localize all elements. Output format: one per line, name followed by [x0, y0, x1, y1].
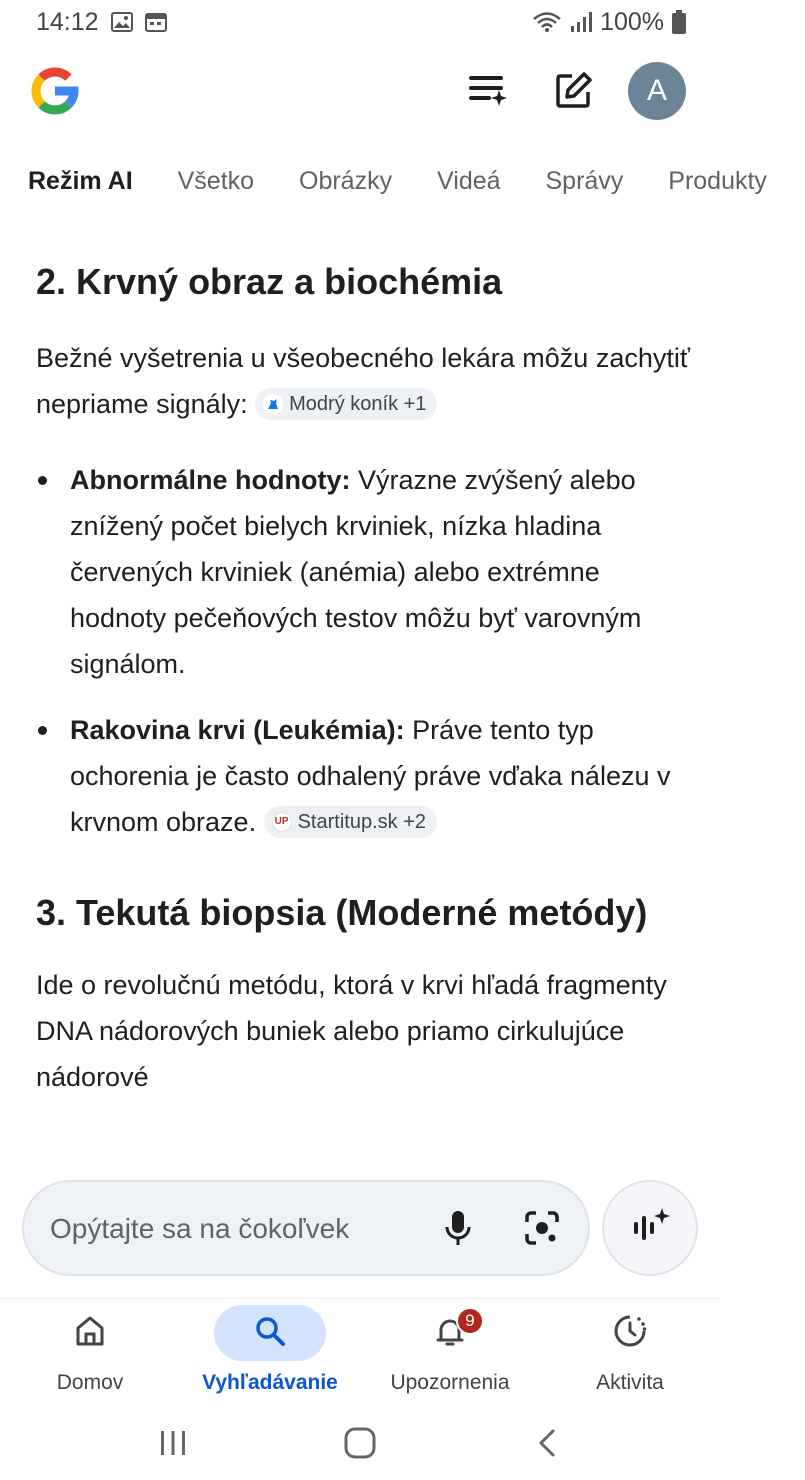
nav-label: Aktivita [596, 1371, 664, 1394]
app-header [0, 58, 720, 128]
new-chat-button[interactable] [550, 68, 598, 116]
search-icon [253, 1314, 287, 1353]
image-icon [111, 12, 133, 32]
nav-icon-container [34, 1305, 146, 1361]
voice-search-button[interactable] [434, 1206, 482, 1254]
back-button[interactable] [522, 1420, 572, 1470]
home-icon [73, 1314, 107, 1353]
recents-icon [158, 1429, 188, 1462]
battery-percent: 100% [600, 7, 664, 36]
startitup-icon: UP [272, 812, 292, 832]
back-icon [535, 1428, 559, 1463]
bullet-list [36, 457, 696, 845]
ai-voice-icon [630, 1206, 670, 1251]
notification-badge: 9 [456, 1307, 484, 1335]
nav-search[interactable] [190, 1305, 350, 1405]
google-logo[interactable] [28, 64, 82, 118]
nav-activity[interactable] [550, 1305, 710, 1405]
signal-icon [570, 11, 592, 33]
chip-label: Modrý koník +1 [289, 392, 427, 415]
nav-label: Upozornenia [390, 1371, 510, 1394]
wifi-icon [532, 11, 562, 33]
nav-icon-container [214, 1305, 326, 1361]
bullet-bold: Rakovina krvi (Leukémia): [70, 715, 405, 745]
recents-button[interactable] [148, 1420, 198, 1470]
tab-news[interactable]: Správy [545, 167, 624, 195]
bullet-text: Výrazne zvýšený alebo znížený počet bielych krviniek, nízka hladina červených krviniek (anémia) alebo extrémne hodnoty pečeňových testov môžu byť varovným signálom. [70, 465, 642, 679]
section-paragraph: Ide o revolučnú metódu, ktorá v krvi hľadá fragmenty DNA nádorových buniek alebo priamo cirkulujúce nádorové [36, 970, 667, 1092]
bottom-navigation [0, 1298, 720, 1410]
ai-voice-button[interactable] [602, 1180, 698, 1276]
avatar[interactable] [628, 62, 686, 120]
tab-images[interactable]: Obrázky [299, 167, 393, 195]
paragraph-text: Bežné vyšetrenia u všeobecného lekára môžu zachytiť nepriame signály: [36, 343, 690, 419]
status-time: 14:12 [36, 7, 99, 36]
microphone-icon [443, 1209, 473, 1252]
activity-icon [612, 1313, 648, 1354]
nav-label: Domov [56, 1371, 124, 1394]
history-button[interactable] [464, 68, 512, 116]
bullet-text: Práve tento typ ochorenia je často odhalený práve vďaka nálezu v krvnom obraze. [70, 715, 671, 837]
calendar-icon [145, 12, 167, 32]
new-chat-icon [554, 70, 594, 115]
nav-label: Vyhľadávanie [202, 1371, 338, 1394]
source-chip[interactable] [255, 388, 437, 420]
section-paragraph [36, 335, 696, 427]
search-input[interactable] [50, 1206, 430, 1252]
list-item [36, 457, 696, 687]
section-heading: 3. Tekutá biopsia (Moderné metódy) [36, 892, 648, 933]
list-item [36, 707, 696, 845]
lens-button[interactable] [518, 1206, 566, 1254]
tab-products[interactable]: Produkty [668, 167, 767, 195]
home-circle-icon [343, 1426, 377, 1465]
status-bar [0, 0, 720, 44]
status-left [36, 8, 167, 37]
horse-icon [263, 394, 283, 414]
bullet-bold: Abnormálne hodnoty: [70, 465, 351, 495]
system-navigation [0, 1410, 720, 1480]
lens-icon [523, 1209, 561, 1252]
tab-ai-mode[interactable]: Režim AI [28, 167, 133, 195]
tab-videos[interactable]: Videá [437, 167, 501, 195]
history-icon [467, 72, 509, 113]
status-right [532, 8, 686, 37]
chip-label: Startitup.sk +2 [297, 810, 426, 833]
source-chip[interactable] [264, 806, 437, 838]
nav-icon-container [574, 1305, 686, 1361]
nav-icon-container [394, 1305, 506, 1361]
battery-icon [672, 10, 686, 34]
ai-answer-content [36, 254, 696, 1149]
avatar-letter: A [646, 74, 667, 107]
home-system-button[interactable] [335, 1420, 385, 1470]
tab-all[interactable]: Všetko [177, 167, 255, 195]
search-tabs [28, 156, 767, 206]
nav-home[interactable] [10, 1305, 170, 1405]
section-heading: 2. Krvný obraz a biochémia [36, 261, 503, 302]
search-bar [22, 1180, 590, 1276]
nav-notifications[interactable] [370, 1305, 530, 1405]
